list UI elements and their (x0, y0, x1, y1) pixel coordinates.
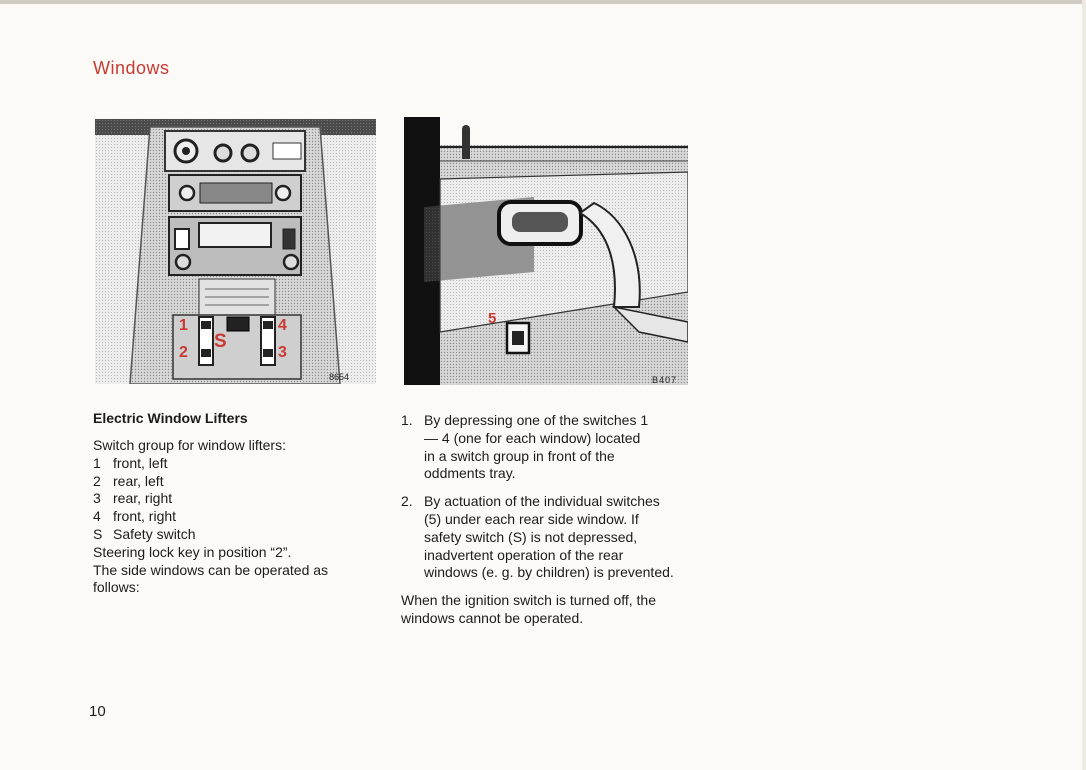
step-item: 2. By actuation of the individual switches (5) under each rear side window. If safety switch (S) is not depressed, inadvertent operation of the rear windows (e. g. by children) is prevented. (401, 493, 674, 581)
left-column (93, 437, 373, 597)
right-column (401, 412, 701, 628)
legend-item: 1 front, left (93, 454, 168, 471)
operation-steps (401, 412, 701, 582)
page-top-edge (0, 0, 1086, 4)
step-item: 1. By depressing one of the switches 1 — 4 (one for each window) located in a switch group in front of the oddments tray. (401, 412, 649, 482)
door-illustration (404, 117, 688, 387)
steering-lock-note: Steering lock key in position “2”. (93, 543, 292, 560)
section-heading: Electric Window Lifters (93, 410, 248, 426)
operation-intro: The side windows can be operated as follows: (93, 561, 329, 596)
switch-label-1: 1 (179, 317, 188, 334)
console-switch-figure (95, 119, 376, 384)
page-number: 10 (89, 703, 106, 720)
switch-group-intro: Switch group for window lifters: (93, 437, 286, 453)
switch-legend (93, 455, 373, 544)
legend-item: S Safety switch (93, 525, 196, 542)
figure-code-left: 8654 (329, 372, 350, 382)
switch-label-2: 2 (179, 344, 188, 361)
switch-label-s: S (214, 331, 227, 352)
legend-item: 2 rear, left (93, 472, 164, 489)
legend-item: 3 rear, right (93, 490, 173, 507)
switch-label-5: 5 (488, 310, 497, 327)
door-switch-figure (404, 117, 688, 387)
switch-label-4: 4 (278, 317, 287, 334)
page-right-edge (1082, 0, 1086, 770)
page-title: Windows (93, 58, 170, 78)
switch-label-3: 3 (278, 344, 287, 361)
legend-item: 4 front, right (93, 508, 177, 525)
figure-code-right: B407 (652, 375, 678, 385)
ignition-note: When the ignition switch is turned off, the windows cannot be operated. (401, 592, 656, 626)
console-illustration (95, 119, 376, 384)
